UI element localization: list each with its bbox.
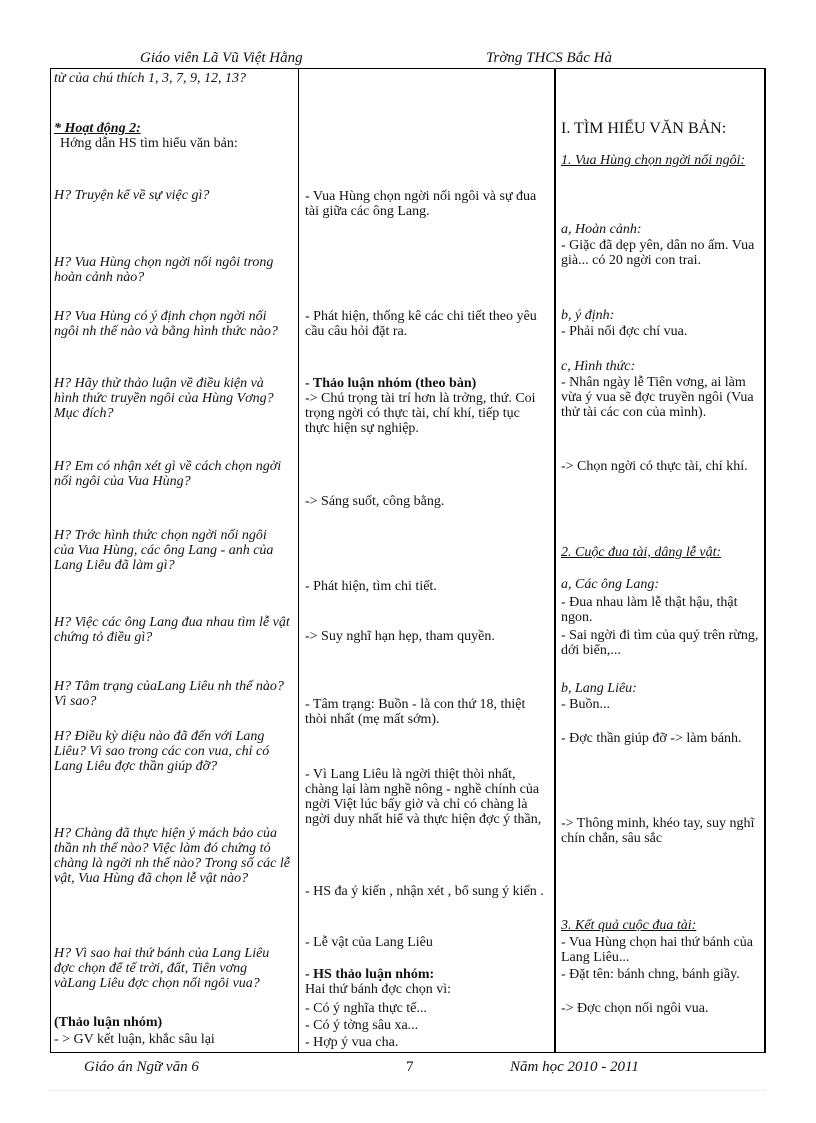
- col3-note-11: a, Các ông Lang:: [561, 577, 659, 592]
- col2-answer-9: - HS đa ý kiến , nhận xét , bổ sung ý kiến .: [305, 884, 544, 899]
- subsection-1-title: 1. Vua Hùng chọn ngời nối ngôi:: [561, 153, 746, 168]
- col1-question-5: H? Em có nhận xét gì về cách chọn ngời nối ngôi của Vua Hùng?: [54, 459, 282, 489]
- col3-note-6: - Phải nối đợc chí vua.: [561, 324, 688, 339]
- col1-question-3: H? Vua Hùng có ý định chọn ngời nối ngôi nh thế nào và bằng hình thức nào?: [54, 309, 278, 339]
- col2-answer-12: - Có ý nghĩa thực tế...: [305, 1001, 427, 1016]
- subsection-3-title: 3. Kết quả cuộc đua tài:: [561, 918, 697, 933]
- col1-group-discussion: (Thảo luận nhóm): [54, 1015, 163, 1030]
- col2-answer-2: - Phát hiện, thống kê các chi tiết theo yêu cầu câu hỏi đặt ra.: [305, 309, 537, 339]
- column-divider-2: [554, 68, 556, 1053]
- col2-answer-3: -> Chú trọng tài trí hơn là trởng, thứ. Coi trọng ngời có thực tài, chí khí, tiếp tục thực hiện sự nghiệp.: [305, 391, 536, 436]
- col3-note-14: b, Lang Liêu:: [561, 681, 637, 696]
- col1-cell-1: từ của chú thích 1, 3, 7, 9, 12, 13?: [54, 71, 246, 86]
- col3-note-8: - Nhân ngày lễ Tiên vơng, ai làm vừa ý vua sẽ đợc truyền ngôi (Vua thử tài các con của mình).: [561, 375, 754, 420]
- header-teacher: Giáo viên Lã Vũ Việt Hằng: [140, 50, 303, 66]
- col2-group-work: - Thảo luận nhóm (theo bàn): [305, 376, 477, 391]
- col2-answer-5: - Phát hiện, tìm chi tiết.: [305, 579, 437, 594]
- col2-answer-6: -> Suy nghĩ hạn hẹp, tham quyền.: [305, 629, 495, 644]
- col2-answer-13: - Có ý tởng sâu xa...: [305, 1018, 419, 1033]
- col1-cell-3: Hớng dẫn HS tìm hiểu văn bản:: [60, 136, 238, 151]
- col1-question-7: H? Việc các ông Lang đua nhau tìm lễ vật chứng tỏ điều gì?: [54, 615, 290, 645]
- col1-question-11: H? Vì sao hai thứ bánh của Lang Liêu đợc chọn để tế trời, đất, Tiên vơng vàLang Liêu đợc chọn nối ngôi vua?: [54, 946, 270, 991]
- col2-answer-4: -> Sáng suốt, công bằng.: [305, 494, 445, 509]
- col3-note-19: - Vua Hùng chọn hai thứ bánh của Lang Liêu...: [561, 935, 753, 965]
- page-edge: [50, 1090, 766, 1091]
- col1-question-10: H? Chàng đã thực hiện ý mách bảo của thần nh thế nào? Việc làm đó chứng tỏ chàng là ngời nh thế nào? Trong số các lễ vật, Vua Hùng đã chọn lễ vật nào?: [54, 826, 290, 886]
- header-rule: [50, 68, 766, 69]
- col2-answer-11: Hai thứ bánh đợc chọn vì:: [305, 982, 452, 997]
- col3-note-3: a, Hoàn cảnh:: [561, 222, 642, 237]
- col3-note-12: - Đua nhau làm lễ thật hậu, thật ngon.: [561, 595, 738, 625]
- col3-note-21: -> Đợc chọn nối ngôi vua.: [561, 1001, 709, 1016]
- subsection-2-title: 2. Cuộc đua tài, dâng lễ vật:: [561, 545, 722, 560]
- col2-answer-8: - Vì Lang Liêu là ngời thiệt thòi nhất, chàng lại làm nghề nông - nghề chính của ngời Việt lúc bấy giờ và chỉ có chàng là ngời duy nhất hiể và thực hiện đợc ý thần,: [305, 767, 542, 827]
- col3-note-9: -> Chọn ngời có thực tài, chí khí.: [561, 459, 748, 474]
- activity-2-heading: * Hoạt động 2:: [54, 121, 141, 136]
- section-1-title: I. TÌM HIỂU VĂN BẢN:: [561, 120, 727, 137]
- col1-question-8: H? Tâm trạng củaLang Liêu nh thế nào? Vì sao?: [54, 679, 284, 709]
- col3-note-17: -> Thông minh, khéo tay, suy nghĩ chín chắn, sâu sắc: [561, 816, 755, 846]
- col1-question-9: H? Điều kỳ diệu nào đã đến với Lang Liêu? Vì sao trong các con vua, chỉ có Lang Liêu đợc thần giúp đỡ?: [54, 729, 270, 774]
- header-school: Trờng THCS Bắc Hà: [486, 50, 612, 66]
- col1-question-4: H? Hãy thử thảo luận về điều kiện và hình thức truyền ngôi của Hùng Vơng? Mục đích?: [54, 376, 274, 421]
- col3-note-7: c, Hình thức:: [561, 359, 636, 374]
- col1-question-6: H? Trớc hình thức chọn ngời nối ngôi của Vua Hùng, các ông Lang - anh của Lang Liêu đã làm gì?: [54, 528, 274, 573]
- col2-answer-1: - Vua Hùng chọn ngời nối ngôi và sự đua tài giữa các ông Lang.: [305, 189, 537, 219]
- col2-group-discussion: - HS thảo luận nhóm:: [305, 967, 435, 982]
- col3-note-13: - Sai ngời đi tìm của quý trên rừng, dới biển,...: [561, 628, 759, 658]
- col2-answer-7: - Tâm trạng: Buồn - là con thứ 18, thiệt thòi nhất (mẹ mất sớm).: [305, 697, 526, 727]
- col3-note-4: - Giặc đã dẹp yên, dân no ấm. Vua già... có 20 ngời con trai.: [561, 238, 755, 268]
- col1-conclusion: - > GV kết luận, khắc sâu lại: [54, 1032, 215, 1047]
- col3-note-16: - Đợc thần giúp đỡ -> làm bánh.: [561, 731, 742, 746]
- col3-note-20: - Đặt tên: bánh chng, bánh giầy.: [561, 967, 740, 982]
- column-divider-1: [298, 68, 299, 1053]
- col2-answer-14: - Hợp ý vua cha.: [305, 1035, 399, 1050]
- footer-school-year: Năm học 2010 - 2011: [510, 1059, 639, 1075]
- col3-note-5: b, ý định:: [561, 308, 615, 323]
- col2-answer-10: - Lễ vật của Lang Liêu: [305, 935, 433, 950]
- col1-question-2: H? Vua Hùng chọn ngời nối ngôi trong hoàn cảnh nào?: [54, 255, 274, 285]
- col3-note-15: - Buồn...: [561, 697, 610, 712]
- col1-question-1: H? Truyện kể về sự việc gì?: [54, 188, 210, 203]
- footer-page-number: 7: [406, 1059, 414, 1075]
- footer-subject: Giáo án Ngữ văn 6: [84, 1059, 199, 1075]
